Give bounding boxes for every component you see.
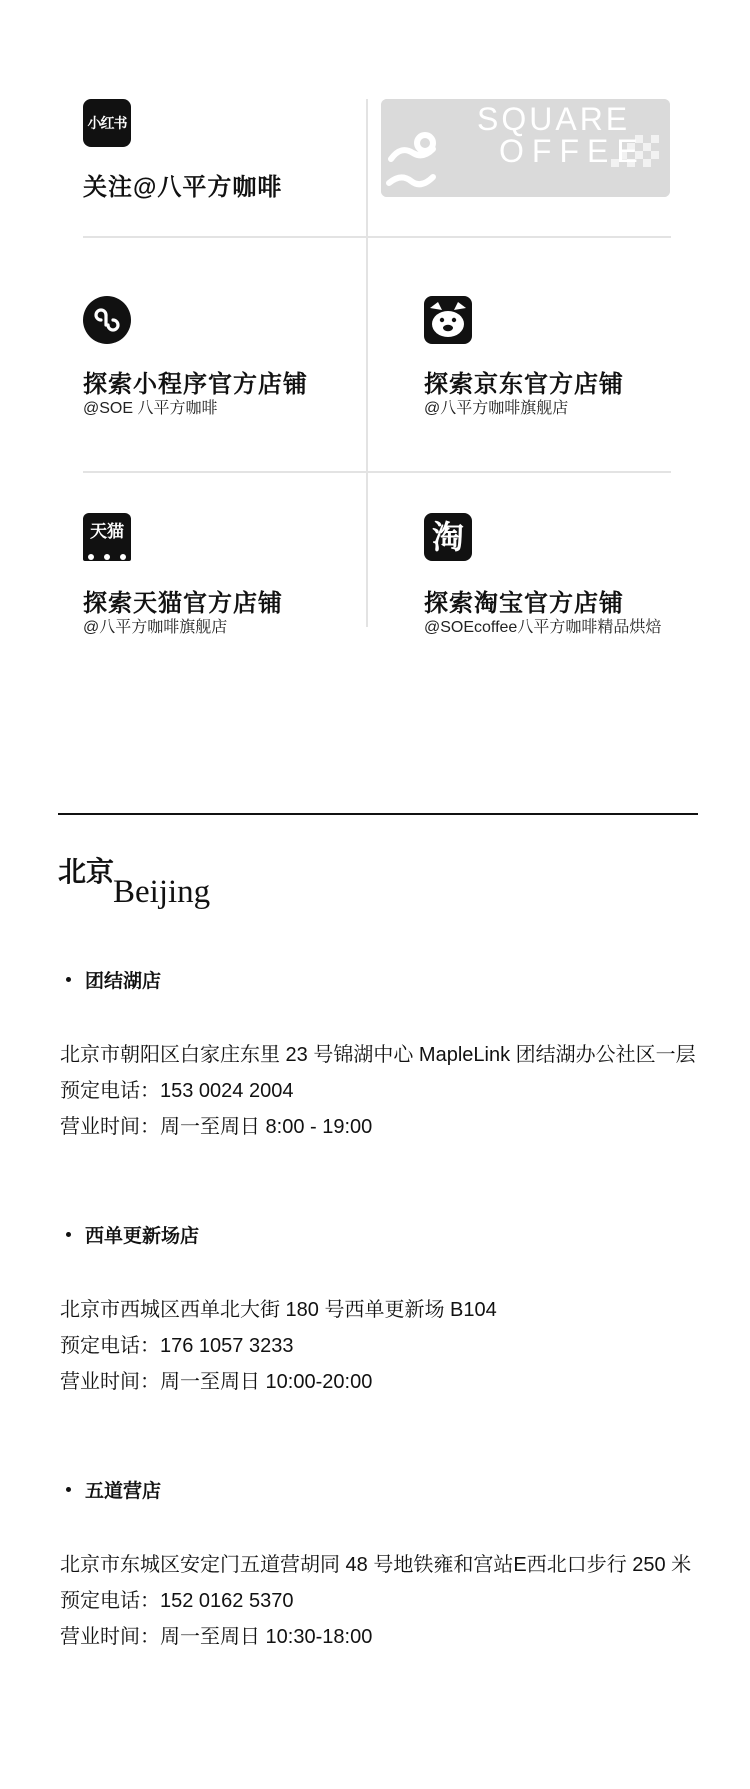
store-name-text: 团结湖店 <box>85 971 162 992</box>
city-name-en: Beijing <box>113 874 211 910</box>
tmall-icon-label: 天猫 <box>90 522 124 541</box>
store-address: 北京市朝阳区白家庄东里 23 号锦湖中心 MapleLink 团结湖办公社区一层 <box>60 1044 696 1066</box>
grid-divider-vertical <box>366 99 368 627</box>
store-address: 北京市西城区西单北大街 180 号西单更新场 B104 <box>60 1299 497 1321</box>
store-block <box>60 1221 710 1393</box>
store-address: 北京市东城区安定门五道营胡同 48 号地铁雍和宫站E西北口步行 250 米 <box>60 1554 692 1576</box>
square-coffee-banner <box>381 99 670 197</box>
store-name-text: 西单更新场店 <box>85 1226 200 1247</box>
jd-cell[interactable] <box>424 296 694 416</box>
xiaohongshu-title: 关注@八平方咖啡 <box>83 174 283 201</box>
taobao-icon-label: 淘 <box>431 519 464 555</box>
miniprogram-title: 探索小程序官方店铺 <box>83 371 308 398</box>
store-hours: 营业时间：周一至周日 8:00 - 19:00 <box>60 1116 373 1138</box>
bullet-dot <box>66 1232 71 1237</box>
banner-text-top: SQUARE <box>477 101 631 137</box>
store-name <box>60 966 161 993</box>
tmall-handle: @八平方咖啡旗舰店 <box>83 619 228 636</box>
taobao-icon <box>424 513 472 561</box>
bullet-dot <box>66 977 71 982</box>
miniprogram-icon <box>83 296 131 344</box>
section-divider <box>58 813 698 815</box>
bullet-dot <box>66 1487 71 1492</box>
banner-text-bottom: OFFEE <box>499 133 646 169</box>
store-name <box>60 1476 161 1503</box>
tmall-title: 探索天猫官方店铺 <box>83 590 283 617</box>
xiaohongshu-icon-label: 小红书 <box>87 115 127 131</box>
taobao-cell[interactable] <box>424 513 724 636</box>
store-phone: 预定电话：176 1057 3233 <box>60 1335 294 1357</box>
store-block <box>60 1476 710 1648</box>
tmall-cell[interactable] <box>83 513 353 636</box>
store-hours: 营业时间：周一至周日 10:00-20:00 <box>60 1371 373 1393</box>
jd-handle: @八平方咖啡旗舰店 <box>424 400 569 417</box>
tmall-icon <box>83 513 131 561</box>
store-name-text: 五道营店 <box>85 1481 162 1502</box>
taobao-title: 探索淘宝官方店铺 <box>424 590 624 617</box>
store-hours: 营业时间：周一至周日 10:30-18:00 <box>60 1626 373 1648</box>
grid-divider-horizontal <box>83 471 671 473</box>
grid-divider-horizontal <box>83 236 671 238</box>
miniprogram-handle: @SOE 八平方咖啡 <box>83 400 218 417</box>
taobao-handle: @SOEcoffee八平方咖啡精品烘焙 <box>424 619 662 636</box>
city-name-cn: 北京 <box>58 856 115 887</box>
store-phone: 预定电话：152 0162 5370 <box>60 1590 294 1612</box>
jd-title: 探索京东官方店铺 <box>424 371 624 398</box>
xiaohongshu-cell[interactable] <box>83 99 353 209</box>
store-phone: 预定电话：153 0024 2004 <box>60 1080 294 1102</box>
store-name <box>60 1221 199 1248</box>
xiaohongshu-icon <box>83 99 131 147</box>
jd-dog-icon <box>424 296 472 344</box>
miniprogram-cell[interactable] <box>83 296 353 416</box>
store-block <box>60 966 710 1138</box>
social-grid <box>0 0 750 640</box>
